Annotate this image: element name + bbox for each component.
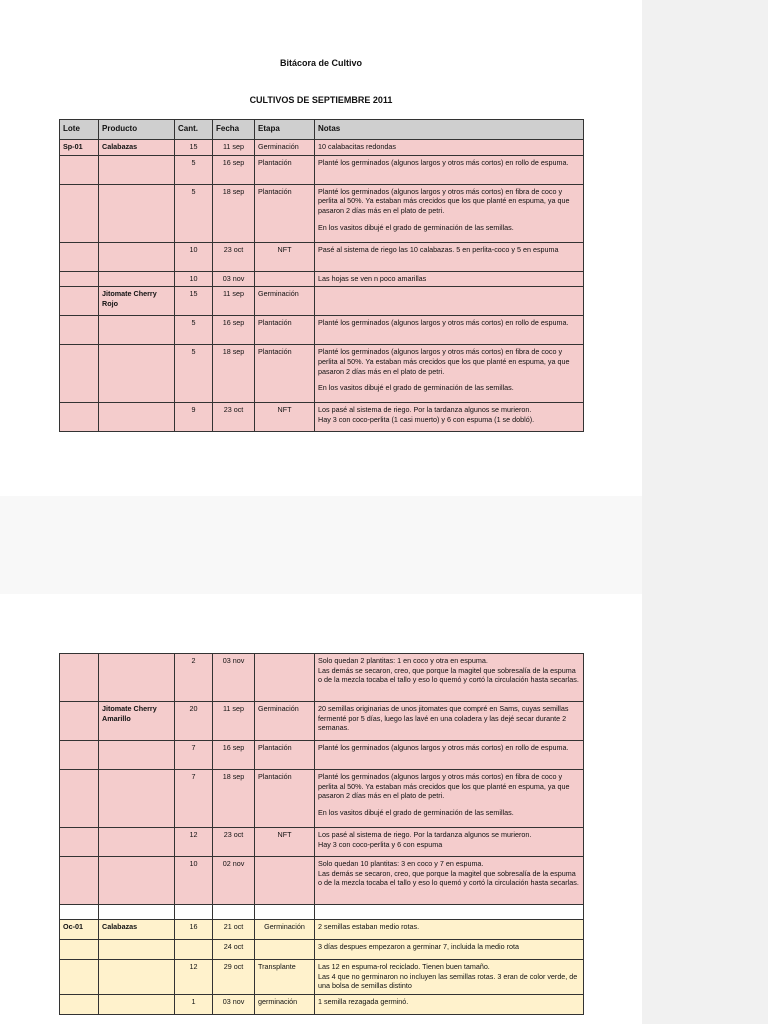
cell-fecha: 24 oct bbox=[213, 940, 255, 960]
cell-notas bbox=[315, 828, 584, 857]
document-page-1 bbox=[0, 0, 642, 496]
cell-notas bbox=[315, 702, 584, 741]
note-paragraph: Planté los germinados (algunos largos y otros más cortos) en fibra de coco y perlita al 50%. Ya estaban más crecidos que los que planté en espuma, ya que pasaron 2 días más en el plato de petri. bbox=[318, 186, 570, 215]
cell-etapa: Plantación bbox=[255, 345, 315, 403]
cell-etapa: Plantación bbox=[255, 770, 315, 828]
cell-producto: Jitomate Cherry Amarillo bbox=[99, 702, 175, 741]
cell-fecha: 16 sep bbox=[213, 155, 255, 184]
cell-producto bbox=[99, 828, 175, 857]
table-row bbox=[60, 905, 584, 920]
cell-etapa: NFT bbox=[255, 403, 315, 432]
note-paragraph: Pasé al sistema de riego las 10 calabazas. 5 en perlita-coco y 5 en espuma bbox=[318, 244, 559, 254]
header-lote: Lote bbox=[60, 120, 99, 140]
table-row bbox=[60, 345, 584, 403]
cell-producto bbox=[99, 905, 175, 920]
cell-producto bbox=[99, 155, 175, 184]
cell-lote bbox=[60, 345, 99, 403]
cell-producto bbox=[99, 271, 175, 287]
cell-lote bbox=[60, 770, 99, 828]
table-row bbox=[60, 155, 584, 184]
cell-fecha: 03 nov bbox=[213, 271, 255, 287]
cell-fecha: 16 sep bbox=[213, 741, 255, 770]
cell-lote bbox=[60, 960, 99, 995]
cell-lote bbox=[60, 184, 99, 242]
cell-etapa bbox=[255, 654, 315, 702]
cell-cant bbox=[175, 905, 213, 920]
cell-notas bbox=[315, 905, 584, 920]
table-row bbox=[60, 702, 584, 741]
cell-cant: 12 bbox=[175, 960, 213, 995]
note-paragraph: Planté los germinados (algunos largos y otros más cortos) en rollo de espuma. bbox=[318, 157, 569, 167]
cell-cant: 7 bbox=[175, 770, 213, 828]
header-etapa: Etapa bbox=[255, 120, 315, 140]
cell-cant: 16 bbox=[175, 920, 213, 940]
cell-notas bbox=[315, 920, 584, 940]
note-paragraph: En los vasitos dibujé el grado de germinación de las semillas. bbox=[318, 222, 514, 232]
document-title: Bitácora de Cultivo bbox=[279, 58, 362, 68]
cell-fecha: 03 nov bbox=[213, 995, 255, 1015]
cell-lote bbox=[60, 316, 99, 345]
table-row bbox=[60, 940, 584, 960]
cell-etapa: Plantación bbox=[255, 184, 315, 242]
cell-etapa: Transplante bbox=[255, 960, 315, 995]
cell-fecha: 11 sep bbox=[213, 702, 255, 741]
cell-lote bbox=[60, 155, 99, 184]
cell-cant: 10 bbox=[175, 271, 213, 287]
cell-lote bbox=[60, 654, 99, 702]
cell-notas bbox=[315, 403, 584, 432]
note-paragraph: Planté los germinados (algunos largos y otros más cortos) en fibra de coco y perlita al 50%. Ya estaban más crecidos que los que planté en espuma, ya que pasaron 2 días más en el plato de petri. bbox=[318, 772, 570, 801]
note-paragraph: 10 calabacitas redondas bbox=[318, 141, 396, 151]
table-row bbox=[60, 287, 584, 316]
note-paragraph: Los pasé al sistema de riego. Por la tardanza algunos se murieron. Hay 3 con coco-perlita y 6 con espuma bbox=[318, 830, 532, 849]
cell-lote bbox=[60, 828, 99, 857]
cell-fecha bbox=[213, 905, 255, 920]
cell-cant bbox=[175, 940, 213, 960]
table-row bbox=[60, 403, 584, 432]
cell-lote bbox=[60, 905, 99, 920]
table-row bbox=[60, 960, 584, 995]
cell-etapa bbox=[255, 905, 315, 920]
table-header-row bbox=[60, 120, 584, 140]
table-row bbox=[60, 828, 584, 857]
note-paragraph: Las 12 en espuma-rol reciclado. Tienen buen tamaño. Las 4 que no germinaron no incluyen las semillas rotas. 3 eran de color verde, de una bolsa de semillas distinto bbox=[318, 962, 578, 991]
cell-etapa: Germinación bbox=[255, 139, 315, 155]
cell-cant: 1 bbox=[175, 995, 213, 1015]
cell-fecha: 18 sep bbox=[213, 770, 255, 828]
table-row bbox=[60, 139, 584, 155]
cell-fecha: 21 oct bbox=[213, 920, 255, 940]
cell-etapa: Plantación bbox=[255, 155, 315, 184]
header-producto: Producto bbox=[99, 120, 175, 140]
cell-notas bbox=[315, 940, 584, 960]
cell-notas bbox=[315, 184, 584, 242]
table-row bbox=[60, 184, 584, 242]
cell-notas bbox=[315, 995, 584, 1015]
cell-etapa: NFT bbox=[255, 242, 315, 271]
note-paragraph: 1 semilla rezagada germinó. bbox=[318, 997, 409, 1007]
cell-producto: Jitomate Cherry Rojo bbox=[99, 287, 175, 316]
note-paragraph: 2 semillas estaban medio rotas. bbox=[318, 922, 420, 931]
cell-producto bbox=[99, 770, 175, 828]
cell-etapa bbox=[255, 857, 315, 905]
cell-notas bbox=[315, 654, 584, 702]
cell-producto: Calabazas bbox=[99, 920, 175, 940]
table-row bbox=[60, 316, 584, 345]
cell-notas bbox=[315, 139, 584, 155]
cell-producto bbox=[99, 654, 175, 702]
table-row bbox=[60, 770, 584, 828]
cell-cant: 15 bbox=[175, 287, 213, 316]
cell-producto bbox=[99, 995, 175, 1015]
cell-producto bbox=[99, 857, 175, 905]
cell-etapa bbox=[255, 271, 315, 287]
cell-cant: 20 bbox=[175, 702, 213, 741]
cell-etapa: germinación bbox=[255, 995, 315, 1015]
note-paragraph: 3 días despues empezaron a germinar 7, incluida la medio rota bbox=[318, 942, 519, 951]
cell-etapa: Plantación bbox=[255, 316, 315, 345]
document-subtitle: CULTIVOS DE SEPTIEMBRE 2011 bbox=[249, 95, 393, 105]
cell-cant: 7 bbox=[175, 741, 213, 770]
page-gap bbox=[0, 496, 642, 594]
cell-etapa: Plantación bbox=[255, 741, 315, 770]
cell-fecha: 03 nov bbox=[213, 654, 255, 702]
header-notas: Notas bbox=[315, 120, 584, 140]
cell-lote bbox=[60, 857, 99, 905]
note-paragraph: Solo quedan 2 plantitas: 1 en coco y otra en espuma. Las demás se secaron, creo, que porque la magitel que sobresalía de la espuma o de la mezcla tocaba el tallo y eso lo quemó y cortó la circulación hasta secarlas. bbox=[318, 656, 579, 685]
viewer-side-panel bbox=[642, 0, 768, 1024]
cell-producto bbox=[99, 741, 175, 770]
cell-notas bbox=[315, 857, 584, 905]
cell-lote: Oc-01 bbox=[60, 920, 99, 940]
note-paragraph: Los pasé al sistema de riego. Por la tardanza algunos se murieron. Hay 3 con coco-perlita (1 casi muerto) y 6 con espuma (1 se dobló). bbox=[318, 405, 535, 424]
cell-lote bbox=[60, 287, 99, 316]
cell-cant: 5 bbox=[175, 155, 213, 184]
cell-fecha: 23 oct bbox=[213, 403, 255, 432]
cell-fecha: 23 oct bbox=[213, 242, 255, 271]
cell-cant: 10 bbox=[175, 242, 213, 271]
cell-etapa: NFT bbox=[255, 828, 315, 857]
cell-notas bbox=[315, 242, 584, 271]
cell-producto bbox=[99, 184, 175, 242]
cell-cant: 12 bbox=[175, 828, 213, 857]
document-page-2 bbox=[0, 594, 642, 1024]
table-row bbox=[60, 654, 584, 702]
cell-producto bbox=[99, 940, 175, 960]
cell-producto bbox=[99, 345, 175, 403]
cell-notas bbox=[315, 770, 584, 828]
cell-producto bbox=[99, 316, 175, 345]
cell-etapa: Germinación bbox=[255, 702, 315, 741]
cell-notas bbox=[315, 960, 584, 995]
cell-notas bbox=[315, 741, 584, 770]
header-fecha: Fecha bbox=[213, 120, 255, 140]
cell-producto bbox=[99, 960, 175, 995]
note-paragraph: 20 semillas originarias de unos jitomates que compré en Sams, cuyas semillas fermenté por 5 días, luego las lavé en una coladera y las dejé secar durante 2 semanas. bbox=[318, 704, 569, 733]
cell-lote bbox=[60, 242, 99, 271]
cell-fecha: 29 oct bbox=[213, 960, 255, 995]
cell-notas bbox=[315, 345, 584, 403]
cell-lote: Sp-01 bbox=[60, 139, 99, 155]
cell-producto bbox=[99, 242, 175, 271]
cell-lote bbox=[60, 940, 99, 960]
cell-lote bbox=[60, 271, 99, 287]
table-row bbox=[60, 741, 584, 770]
cell-notas bbox=[315, 271, 584, 287]
cell-producto bbox=[99, 403, 175, 432]
note-paragraph: Planté los germinados (algunos largos y otros más cortos) en rollo de espuma. bbox=[318, 743, 569, 752]
table-row bbox=[60, 271, 584, 287]
cell-cant: 5 bbox=[175, 345, 213, 403]
cell-fecha: 23 oct bbox=[213, 828, 255, 857]
table-row bbox=[60, 242, 584, 271]
cell-cant: 2 bbox=[175, 654, 213, 702]
cell-fecha: 18 sep bbox=[213, 345, 255, 403]
cell-lote bbox=[60, 403, 99, 432]
cell-lote bbox=[60, 995, 99, 1015]
cell-lote bbox=[60, 702, 99, 741]
cell-cant: 15 bbox=[175, 139, 213, 155]
cell-etapa: Germinación bbox=[255, 920, 315, 940]
note-paragraph: Planté los germinados (algunos largos y otros más cortos) en rollo de espuma. bbox=[318, 318, 569, 328]
cell-fecha: 11 sep bbox=[213, 287, 255, 316]
cell-etapa bbox=[255, 940, 315, 960]
cell-cant: 5 bbox=[175, 316, 213, 345]
note-paragraph: En los vasitos dibujé el grado de germinación de las semillas. bbox=[318, 383, 514, 393]
table-row bbox=[60, 995, 584, 1015]
cell-cant: 9 bbox=[175, 403, 213, 432]
cell-notas bbox=[315, 155, 584, 184]
cell-fecha: 18 sep bbox=[213, 184, 255, 242]
cell-cant: 5 bbox=[175, 184, 213, 242]
cell-fecha: 02 nov bbox=[213, 857, 255, 905]
note-paragraph: Planté los germinados (algunos largos y otros más cortos) en fibra de coco y perlita al 50%. Ya estaban más crecidos que los que planté en espuma, ya que pasaron 2 días más en el plato de petri. bbox=[318, 347, 570, 376]
note-paragraph: Las hojas se ven n poco amarillas bbox=[318, 273, 427, 283]
cell-cant: 10 bbox=[175, 857, 213, 905]
cell-fecha: 11 sep bbox=[213, 139, 255, 155]
note-paragraph: En los vasitos dibujé el grado de germinación de las semillas. bbox=[318, 808, 514, 818]
cell-lote bbox=[60, 741, 99, 770]
crop-log-table-page-1 bbox=[59, 119, 584, 432]
crop-log-table-page-2 bbox=[59, 653, 584, 1015]
table-row bbox=[60, 857, 584, 905]
table-row bbox=[60, 920, 584, 940]
note-paragraph: Solo quedan 10 plantitas: 3 en coco y 7 en espuma. Las demás se secaron, creo, que porque la magitel que sobresalía de la espuma o de la mezcla tocaba el tallo y eso lo quemó y cortó la circulación hasta secarlas. bbox=[318, 859, 579, 888]
header-cant: Cant. bbox=[175, 120, 213, 140]
cell-etapa: Germinación bbox=[255, 287, 315, 316]
cell-producto: Calabazas bbox=[99, 139, 175, 155]
cell-notas bbox=[315, 316, 584, 345]
cell-notas bbox=[315, 287, 584, 316]
cell-fecha: 16 sep bbox=[213, 316, 255, 345]
